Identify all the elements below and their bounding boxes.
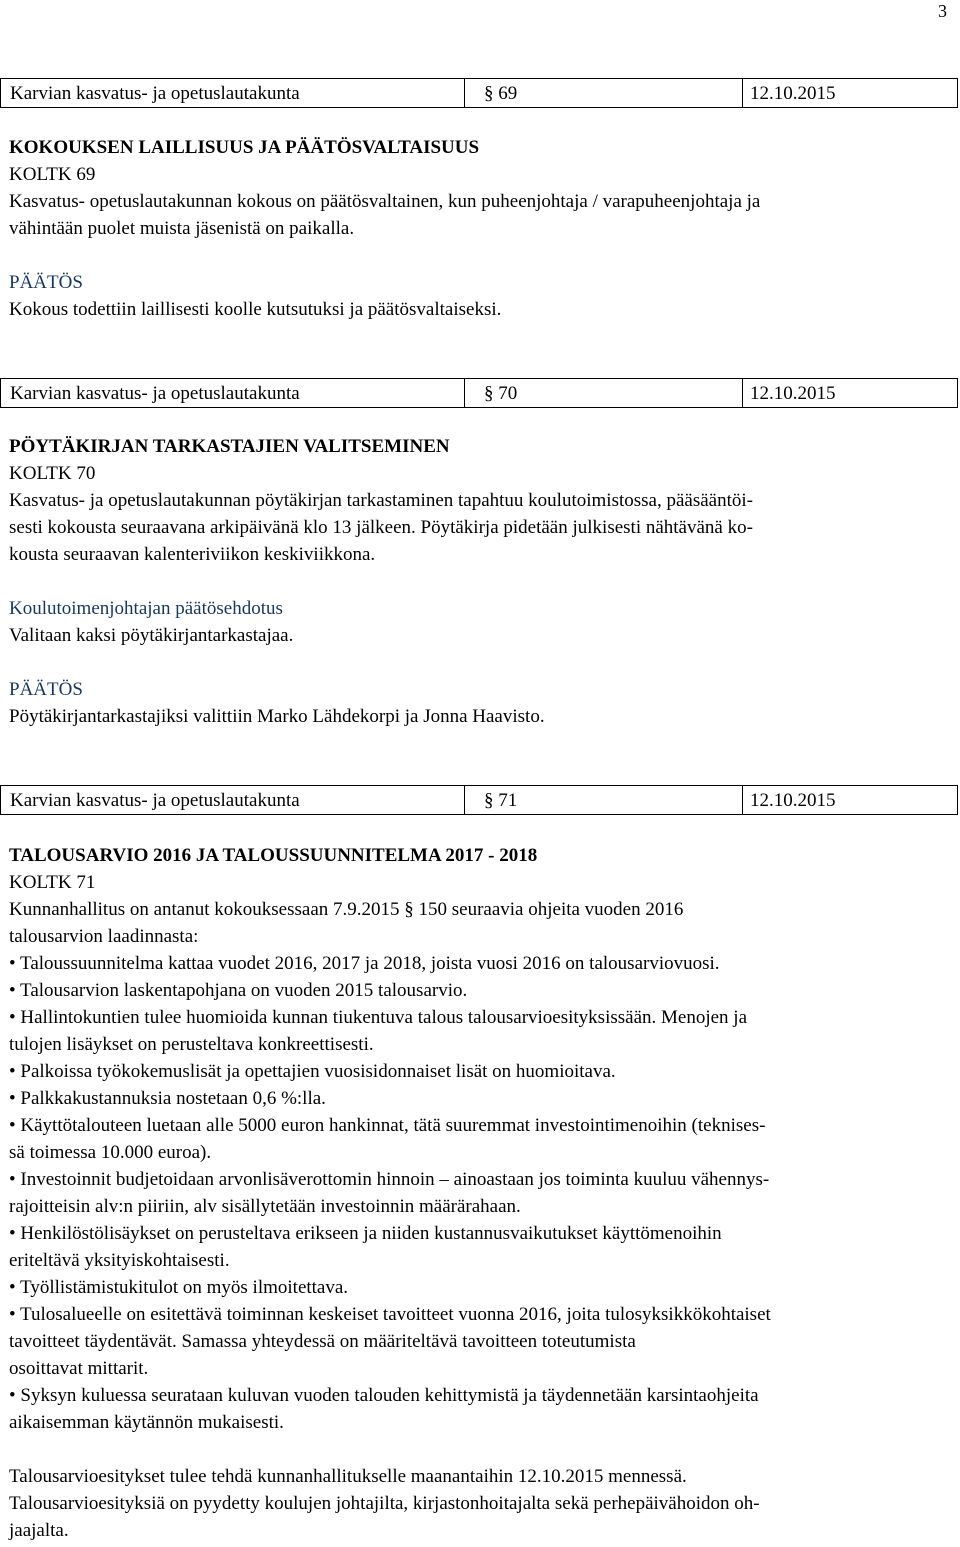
guideline-line: • Hallintokuntien tulee huomioida kunnan tiukentuva talous talousarvioesityksissään. Menojen ja <box>9 1007 748 1028</box>
guideline-line: • Tulosalueelle on esitettävä toiminnan keskeiset tavoitteet vuonna 2016, joita tulosyksikkökohtaiset <box>9 1304 771 1325</box>
minutes-header-71 <box>0 785 958 815</box>
closing-line: Talousarvioesityksiä on pyydetty koulujen johtajilta, kirjastonhoitajalta sekä perhepäivähoidon oh- <box>9 1493 760 1514</box>
minutes-header-70 <box>0 378 958 408</box>
minutes-header-69 <box>0 78 958 108</box>
section-title: KOKOUKSEN LAILLISUUS JA PÄÄTÖSVALTAISUUS <box>9 137 480 158</box>
header-body-name: Karvian kasvatus- ja opetuslautakunta <box>10 83 300 104</box>
header-section-number: § 69 <box>484 83 518 104</box>
section-koltk: KOLTK 71 <box>9 872 96 893</box>
section-body-line: vähintään puolet muista jäsenistä on paikalla. <box>9 218 355 239</box>
section-title: TALOUSARVIO 2016 JA TALOUSSUUNNITELMA 2017 - 2018 <box>9 845 538 866</box>
section-koltk: KOLTK 69 <box>9 164 96 185</box>
guideline-line: tulojen lisäykset on perusteltava konkreettisesti. <box>9 1034 374 1055</box>
header-divider <box>464 79 465 107</box>
proposal-label: Koulutoimenjohtajan päätösehdotus <box>9 598 283 619</box>
header-divider <box>742 79 743 107</box>
section-69 <box>9 134 949 323</box>
guideline-line: osoittavat mittarit. <box>9 1358 149 1379</box>
decision-text: Pöytäkirjantarkastajiksi valittiin Marko Lähdekorpi ja Jonna Haavisto. <box>9 706 545 727</box>
header-date: 12.10.2015 <box>750 790 836 811</box>
closing-line: Talousarvioesitykset tulee tehdä kunnanhallitukselle maanantaihin 12.10.2015 mennessä. <box>9 1466 687 1487</box>
guideline-line: • Palkkakustannuksia nostetaan 0,6 %:lla. <box>9 1088 326 1109</box>
header-section-number: § 71 <box>484 790 518 811</box>
section-70 <box>9 433 949 730</box>
header-date: 12.10.2015 <box>750 383 836 404</box>
closing-line: jaajalta. <box>9 1520 69 1541</box>
header-body-name: Karvian kasvatus- ja opetuslautakunta <box>10 383 300 404</box>
guideline-line: • Investoinnit budjetoidaan arvonlisäverottomin hinnoin – ainoastaan jos toiminta kuuluu vähennys- <box>9 1169 770 1190</box>
page-number: 3 <box>938 1 947 21</box>
header-section-number: § 70 <box>484 383 518 404</box>
header-body-name: Karvian kasvatus- ja opetuslautakunta <box>10 790 300 811</box>
decision-text: Kokous todettiin laillisesti koolle kutsutuksi ja päätösvaltaiseksi. <box>9 299 502 320</box>
guideline-line: aikaisemman käytännön mukaisesti. <box>9 1412 284 1433</box>
section-71 <box>9 842 949 1544</box>
section-body-line: Kasvatus- ja opetuslautakunnan pöytäkirjan tarkastaminen tapahtuu koulutoimistossa, pääsääntöi- <box>9 490 753 511</box>
section-body-line: sesti kokousta seuraavana arkipäivänä klo 13 jälkeen. Pöytäkirja pidetään julkisesti nähtävänä ko- <box>9 517 753 538</box>
decision-label: PÄÄTÖS <box>9 679 83 700</box>
guideline-line: eriteltävä yksityiskohtaisesti. <box>9 1250 230 1271</box>
guideline-line: tavoitteet täydentävät. Samassa yhteydessä on määriteltävä tavoitteen toteutumista <box>9 1331 636 1352</box>
guideline-line: • Työllistämistukitulot on myös ilmoitettava. <box>9 1277 349 1298</box>
proposal-text: Valitaan kaksi pöytäkirjantarkastajaa. <box>9 625 294 646</box>
header-divider <box>464 786 465 814</box>
section-koltk: KOLTK 70 <box>9 463 96 484</box>
guideline-line: • Käyttötalouteen luetaan alle 5000 euron hankinnat, tätä suuremmat investointimenoihin (teknises- <box>9 1115 766 1136</box>
guideline-list <box>9 950 949 1436</box>
header-divider <box>464 379 465 407</box>
guideline-line: sä toimessa 10.000 euroa). <box>9 1142 212 1163</box>
guideline-line: • Taloussuunnitelma kattaa vuodet 2016, 2017 ja 2018, joista vuosi 2016 on talousarviovuosi. <box>9 953 720 974</box>
header-date: 12.10.2015 <box>750 83 836 104</box>
guideline-line: • Talousarvion laskentapohjana on vuoden 2015 talousarvio. <box>9 980 468 1001</box>
guideline-line: • Henkilöstölisäykset on perusteltava erikseen ja niiden kustannusvaikutukset käyttömenoihin <box>9 1223 722 1244</box>
header-divider <box>742 786 743 814</box>
guideline-line: rajoitteisin alv:n piiriin, alv sisällytetään investoinnin määrärahaan. <box>9 1196 521 1217</box>
decision-label: PÄÄTÖS <box>9 272 83 293</box>
section-body-line: kousta seuraavan kalenteriviikon keskiviikkona. <box>9 544 376 565</box>
section-body-line: Kunnanhallitus on antanut kokouksessaan 7.9.2015 § 150 seuraavia ohjeita vuoden 2016 <box>9 899 684 920</box>
guideline-line: • Palkoissa työkokemuslisät ja opettajien vuosisidonnaiset lisät on huomioitava. <box>9 1061 616 1082</box>
header-divider <box>742 379 743 407</box>
section-body-line: Kasvatus- opetuslautakunnan kokous on päätösvaltainen, kun puheenjohtaja / varapuheenjohtaja ja <box>9 191 761 212</box>
guideline-line: • Syksyn kuluessa seurataan kuluvan vuoden talouden kehittymistä ja täydennetään karsintaohjeita <box>9 1385 759 1406</box>
section-body-line: talousarvion laadinnasta: <box>9 926 199 947</box>
section-title: PÖYTÄKIRJAN TARKASTAJIEN VALITSEMINEN <box>9 436 450 457</box>
